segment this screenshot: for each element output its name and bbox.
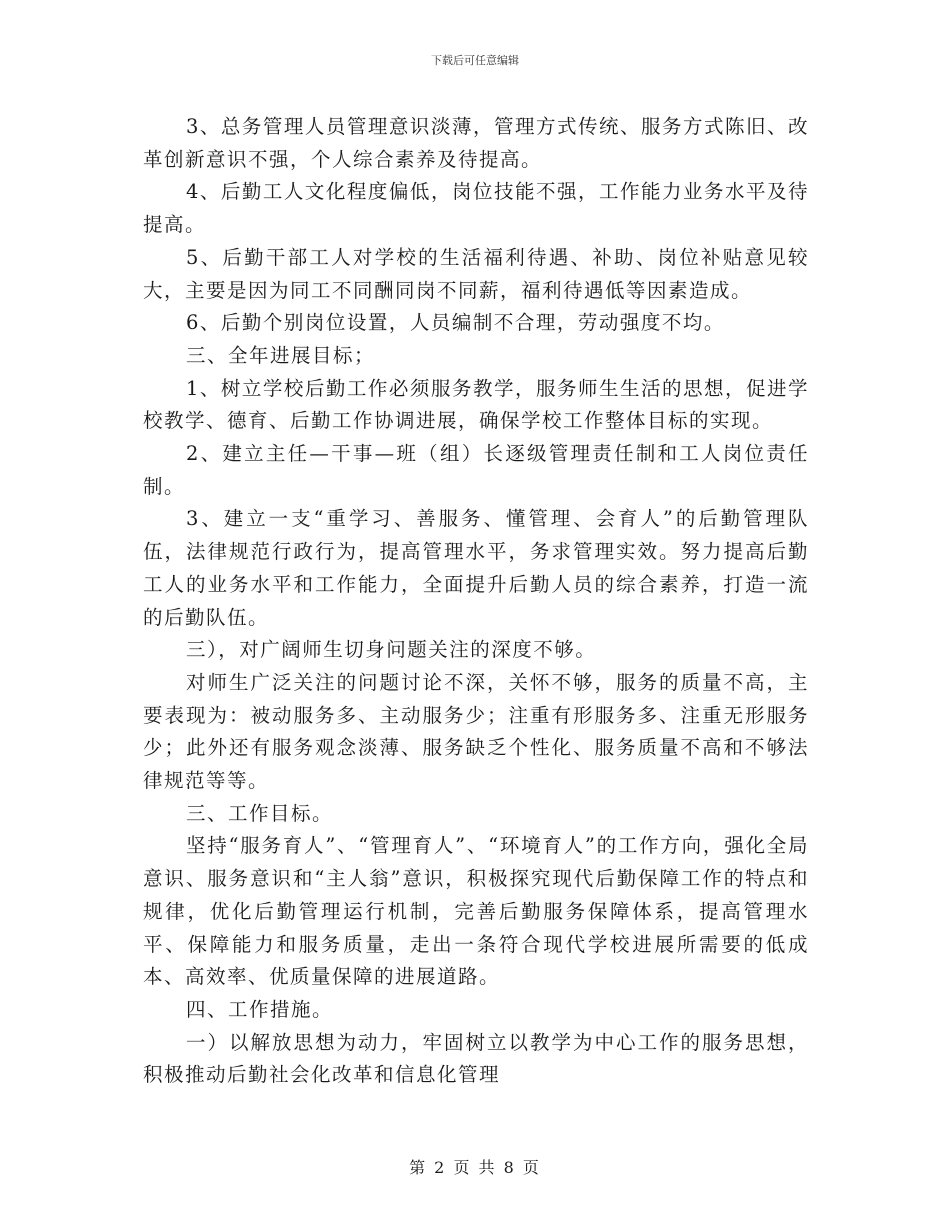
paragraph: 一）以解放思想为动力，牢固树立以教学为中心工作的服务思想，积极推动后勤社会化改革和信息化管理 <box>143 1030 809 1087</box>
page-footer: 第 2 页 共 8 页 <box>409 1158 541 1177</box>
section-heading: 三、全年进展目标； <box>186 343 376 367</box>
section-heading: 三、工作目标。 <box>186 801 334 825</box>
page-header: 下载后可任意编辑 <box>431 54 519 67</box>
section-heading: 四、工作措施。 <box>186 997 334 1021</box>
paragraph: 坚持“服务育人”、“管理育人”、“环境育人”的工作方向，强化全局意识、服务意识和“主人翁”意识，积极探究现代后勤保障工作的特点和规律，优化后勤管理运行机制，完善后勤服务保障体系，提高管理水平、保障能力和服务质量，走出一条符合现代学校进展所需要的低成本、高效率、优质量保障的进展道路。 <box>143 834 809 989</box>
paragraph: 3、总务管理人员管理意识淡薄，管理方式传统、服务方式陈旧、改革创新意识不强，个人综合素养及待提高。 <box>143 115 809 171</box>
paragraph: 三），对广阔师生切身问题关注的深度不够。 <box>186 638 597 662</box>
paragraph: 2、建立主任—干事—班（组）长逐级管理责任制和工人岗位责任制。 <box>143 442 809 498</box>
paragraph: 1、树立学校后勤工作必须服务教学，服务师生生活的思想，促进学校教学、德育、后勤工作协调进展，确保学校工作整体目标的实现。 <box>143 376 809 433</box>
paragraph: 3、建立一支“重学习、善服务、懂管理、会育人”的后勤管理队伍，法律规范行政行为，提高管理水平，务求管理实效。努力提高后勤工人的业务水平和工作能力，全面提升后勤人员的综合素养，打造一流的后勤队伍。 <box>143 507 809 629</box>
document-body <box>143 111 809 1092</box>
paragraph: 对师生广泛关注的问题讨论不深，关怀不够，服务的质量不高，主要表现为：被动服务多、主动服务少；注重有形服务多、注重无形服务少；此外还有服务观念淡薄、服务缺乏个性化、服务质量不高和不够法律规范等等。 <box>143 670 809 793</box>
paragraph: 6、后勤个别岗位设置，人员编制不合理，劳动强度不均。 <box>186 311 725 335</box>
paragraph: 4、后勤工人文化程度偏低，岗位技能不强，工作能力业务水平及待提高。 <box>143 180 809 237</box>
paragraph: 5、后勤干部工人对学校的生活福利待遇、补助、岗位补贴意见较大，主要是因为同工不同酬同岗不同薪，福利待遇低等因素造成。 <box>143 245 809 302</box>
